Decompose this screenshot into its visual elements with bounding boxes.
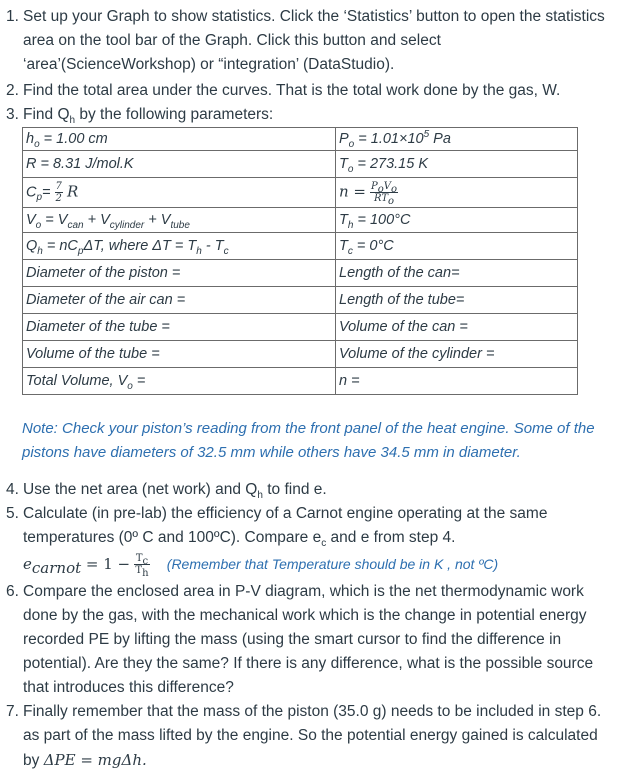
table-row — [23, 368, 578, 395]
step-number: 4. — [6, 481, 19, 498]
table-cell: $T_h = 100^\circ C$ — [336, 208, 578, 233]
step-2 — [6, 79, 618, 103]
step-text: Find the total area under the curves. That is the total work done by the gas, W. — [23, 82, 561, 99]
table-cell: $h_o = 1.00$ cm — [23, 128, 336, 151]
carnot-formula: $e_{carnot} = 1$ − $\frac{T_c}{T_h}$ (Remember that Temperature should be in K , not ºC) — [23, 553, 499, 580]
table-cell: $T_c = 0^\circ C$ — [336, 233, 578, 260]
table-cell: Length of the can= — [336, 260, 578, 287]
table-cell: $C_p=$ $\frac{7}{2}$ R — [23, 178, 336, 208]
table-row — [23, 151, 578, 178]
step-1 — [6, 5, 618, 77]
table-row — [23, 233, 578, 260]
table-cell: $V_o = V_{can} + V_{cylinder} + V_{tube}$ — [23, 208, 336, 233]
table-cell: $P_o = 1.01\times 10^5$ Pa — [336, 128, 578, 151]
piston-note: Note: Check your piston’s reading from the front panel of the heat engine. Some of the pistons have diameters of 32.5 mm while others have 34.5 mm in diameter. — [22, 420, 595, 461]
fraction: $\frac{T_c}{T_h}$ — [135, 553, 149, 580]
step-4 — [6, 478, 618, 502]
table-cell: Diameter of the tube = — [23, 314, 336, 341]
table-cell: Volume of the cylinder = — [336, 341, 578, 368]
step-5 — [6, 502, 618, 580]
step-number: 1. — [6, 8, 19, 25]
table-row — [23, 208, 578, 233]
step-number: 6. — [6, 583, 19, 600]
step-number: 5. — [6, 505, 19, 522]
step-text: Find $Q_h$ by the following parameters: — [23, 106, 274, 127]
table-cell: R = 8.31 J/mol.K — [23, 151, 336, 178]
fraction: $\frac{7}{2}$ — [55, 181, 62, 204]
step-text: Calculate (in pre-lab) the efficiency of a Carnot engine operating at the same temperatures (0º C and 100ºC). Compare $e_c$ and e from step 4. — [23, 505, 548, 550]
table-cell: Length of the tube= — [336, 287, 578, 314]
table-cell: Diameter of the piston = — [23, 260, 336, 287]
table-row — [23, 287, 578, 314]
step-text: Compare the enclosed area in P-V diagram, which is the net thermodynamic work done by the gas, with the mechanical work which is the change in potential energy recorded PE by lifting the mass (using the smart cursor to find the difference in potential). Are they the same? If there is any difference, what is the possible source that introduces this difference? — [23, 583, 594, 696]
parameters-table — [22, 127, 578, 395]
table-row — [23, 128, 578, 151]
table-cell: Diameter of the air can = — [23, 287, 336, 314]
step-number: 3. — [6, 106, 19, 123]
table-row — [23, 260, 578, 287]
fraction: $\frac{P_oV_o}{RT_o}$ — [371, 181, 398, 207]
table-row — [23, 341, 578, 368]
table-cell: Total Volume, $V_o$ = — [23, 368, 336, 395]
step-text: Finally remember that the mass of the piston (35.0 g) needs to be included in step 6. as part of the mass lifted by the engine. So the potential energy gained is calculated by ΔPE = mgΔh. — [23, 703, 602, 769]
table-cell: $Q_h = nC_p\Delta T$, where $\Delta T = T_h - T_c$ — [23, 233, 336, 260]
remember-note: (Remember that Temperature should be in K , not ºC) — [166, 556, 499, 572]
pe-formula: ΔPE = mgΔh. — [43, 751, 147, 769]
table-cell: n = $\frac{P_oV_o}{RT_o}$ — [336, 178, 578, 208]
table-cell: Volume of the can = — [336, 314, 578, 341]
step-number: 7. — [6, 703, 19, 720]
table-cell: Volume of the tube = — [23, 341, 336, 368]
step-6 — [6, 580, 618, 700]
step-number: 2. — [6, 82, 19, 99]
table-cell: n = — [336, 368, 578, 395]
step-text: Set up your Graph to show statistics. Click the ‘Statistics’ button to open the statistics area on the tool bar of the Graph. Click this button and select ‘area’(ScienceWorkshop) or “integration’ (DataStudio). — [23, 8, 605, 73]
table-row — [23, 314, 578, 341]
table-cell: $T_o = 273.15$ K — [336, 151, 578, 178]
table-row — [23, 178, 578, 208]
step-text: Use the net area (net work) and $Q_h$ to find e. — [23, 481, 327, 502]
step-7 — [6, 700, 618, 773]
step-3 — [6, 103, 618, 127]
